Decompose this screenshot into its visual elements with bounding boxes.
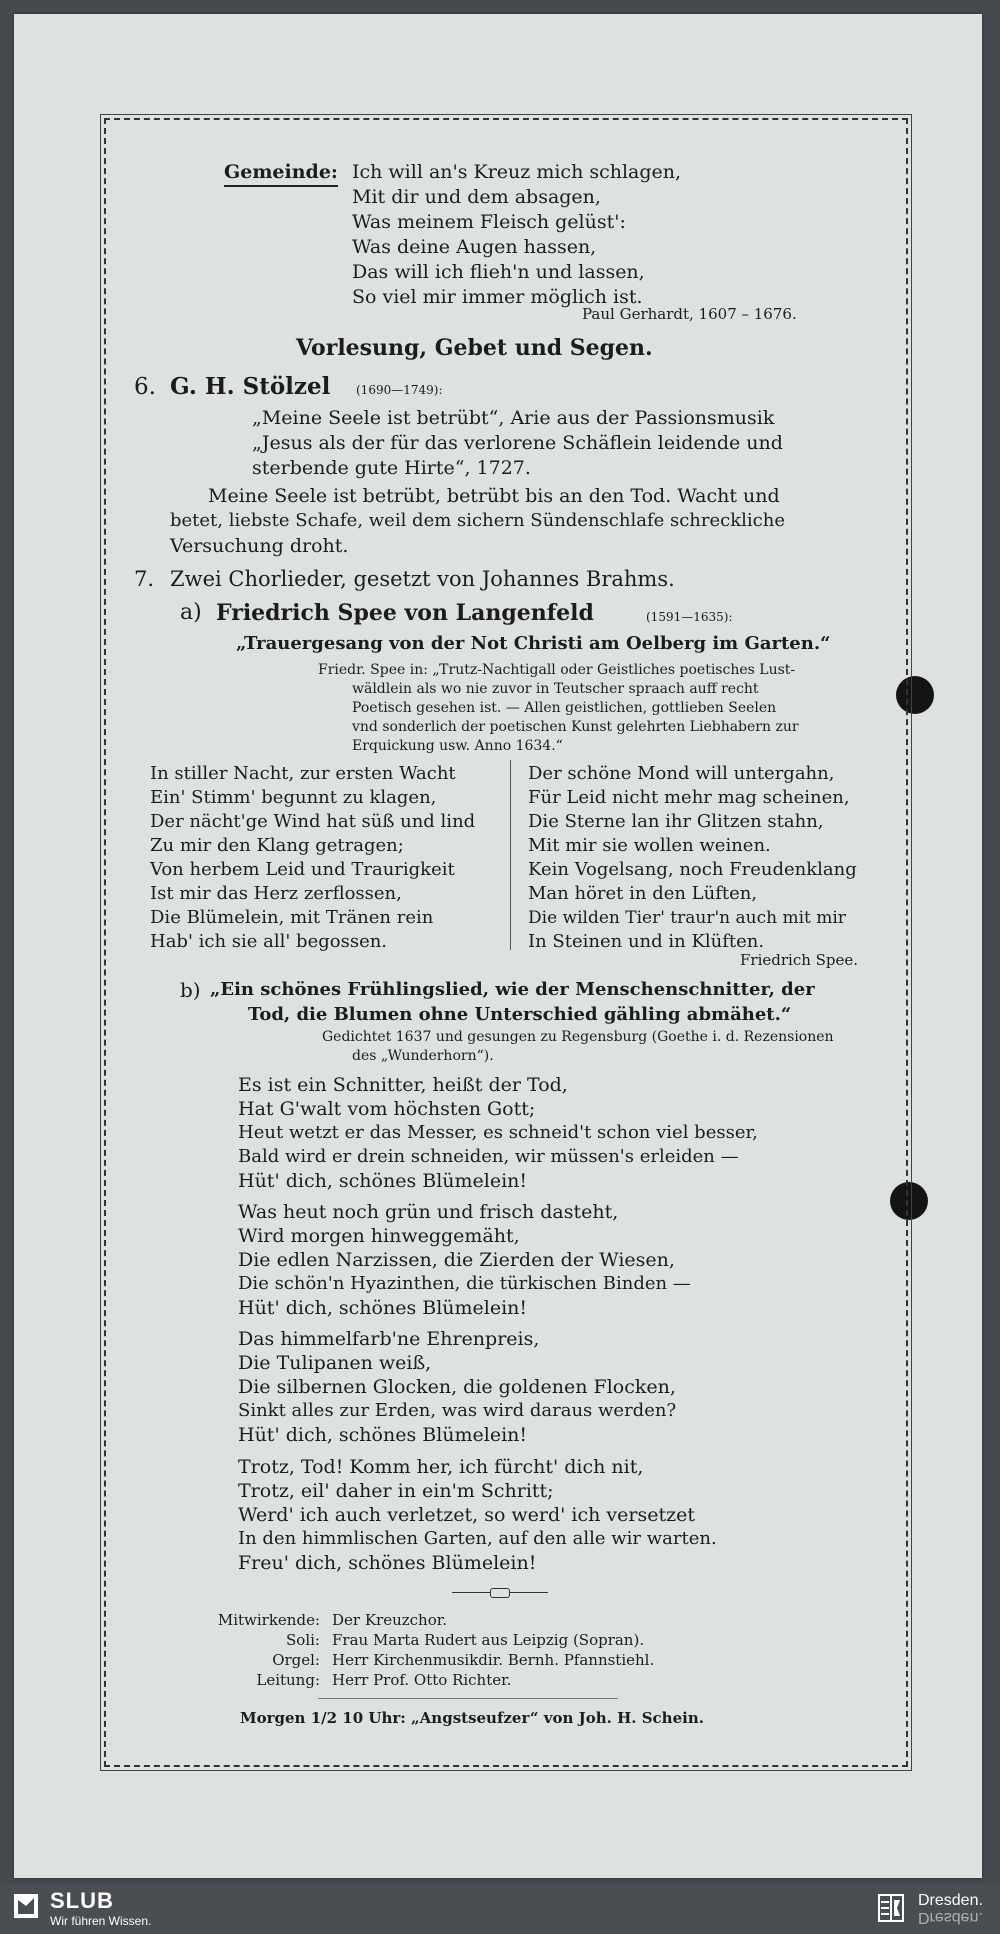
stanza-line: Was heut noch grün und frisch dasteht, [238,1201,619,1223]
item7a-source-line: Poetisch gesehen ist. — Allen geistlichen, gottlieben Seelen [352,700,777,716]
city-name-mirror: Dresden. [918,1909,983,1926]
item6-text-line: betet, liebste Schafe, weil dem sichern Sündenschlafe schreckliche [170,510,785,531]
item6-dates: (1690—1749): [356,383,443,397]
hymn-line: Mit dir und dem absagen, [352,186,601,208]
library-tagline: Wir führen Wissen. [50,1914,152,1928]
hymn-line: So viel mir immer möglich ist. [352,286,643,308]
footer-bar [0,1884,1000,1934]
stanza-line: Es ist ein Schnitter, heißt der Tod, [238,1074,568,1096]
tomorrow-title: „Angstseufzer“ [411,1709,539,1727]
poem-a-left-line: In stiller Nacht, zur ersten Wacht [150,763,456,784]
item7b-title-line: „Ein schönes Frühlingslied, wie der Menschenschnitter, der [210,979,815,1000]
item6-text-line: Versuchung droht. [170,535,349,557]
poem-a-right-line: Die wilden Tier' traur'n auch mit mir [528,908,846,928]
dresden-crest-icon [878,1894,904,1922]
library-name[interactable]: SLUB [50,1888,114,1913]
item6-number: 6. [134,374,156,400]
credit-role: Orgel: [272,1651,320,1669]
stanza-line: In den himmlischen Garten, auf den alle wir warten. [238,1528,717,1549]
poem-a-right-line: Man höret in den Lüften, [528,883,758,904]
item7-heading: Zwei Chorlieder, gesetzt von Johannes Brahms. [170,567,675,591]
tomorrow-prefix: Morgen [240,1709,306,1727]
item6-title-line: sterbende gute Hirte“, 1727. [252,457,531,479]
poem-a-left-line: Die Blümelein, mit Tränen rein [150,907,434,928]
city-name: Dresden. [918,1892,983,1909]
item7b-source-line: des „Wunderhorn“). [352,1048,494,1064]
stanza-line: Bald wird er drein schneiden, wir müssen's erleiden — [238,1146,739,1167]
stanza-line: Heut wetzt er das Messer, es schneid't schon viel besser, [238,1122,758,1143]
item7a-dates: (1591—1635): [646,610,733,624]
poem-a-right-line: In Steinen und in Klüften. [528,931,765,952]
credit-value: Frau Marta Rudert aus Leipzig (Sopran). [332,1631,645,1649]
credit-value: Herr Kirchenmusikdir. Bernh. Pfannstiehl. [332,1651,655,1669]
poem-a-right-line: Für Leid nicht mehr mag scheinen, [528,787,850,808]
stanza-line: Die edlen Narzissen, die Zierden der Wiesen, [238,1249,675,1271]
stanza-line: Hat G'walt vom höchsten Gott; [238,1098,536,1120]
poem-a-right-line: Kein Vogelsang, noch Freudenklang [528,859,857,880]
credits-separator [318,1698,618,1699]
hymn-line: Was deine Augen hassen, [352,236,597,258]
stanza-line: Die silbernen Glocken, die goldenen Flocken, [238,1376,676,1398]
poem-a-left-line: Hab' ich sie all' begossen. [150,931,388,952]
stanza-line: Wird morgen hinweggemäht, [238,1225,520,1247]
item7a-source-line: Friedr. Spee in: „Trutz-Nachtigall oder Geistliches poetisches Lust- [318,662,796,678]
credit-value: Herr Prof. Otto Richter. [332,1671,512,1689]
stanza-line: Hüt' dich, schönes Blümelein! [238,1297,528,1319]
stanza-line: Trotz, Tod! Komm her, ich fürcht' dich nit, [238,1456,644,1478]
hymn-author: Paul Gerhardt, 1607 – 1676. [582,305,797,323]
poem-column-divider [510,760,511,950]
poem-a-signature: Friedrich Spee. [740,951,859,969]
tomorrow-time: 1/2 10 Uhr: [310,1709,406,1727]
item7b-title-line: Tod, die Blumen ohne Unterschied gähling abmähet.“ [248,1004,792,1025]
slub-logo-icon [12,1892,40,1920]
tomorrow-suffix: von Joh. H. Schein. [543,1709,704,1727]
poem-a-left-line: Ein' Stimm' begunnt zu klagen, [150,787,437,808]
item7a-source-line: vnd sonderlich der poetischen Kunst gelehrten Liebhabern zur [352,719,799,735]
item7a-title: „Trauergesang von der Not Christi am Oelberg im Garten.“ [236,633,831,654]
poem-a-left-line: Zu mir den Klang getragen; [150,835,404,856]
item7a-source-line: Erquickung usw. Anno 1634.“ [352,738,563,754]
stanza-line: Sinkt alles zur Erden, was wird daraus werden? [238,1400,677,1421]
item6-text-line: Meine Seele ist betrübt, betrübt bis an den Tod. Wacht und [208,485,780,507]
poem-a-right-line: Mit mir sie wollen weinen. [528,835,771,856]
item7a-poet: Friedrich Spee von Langenfeld [216,600,594,626]
stanza-line: Trotz, eil' daher in ein'm Schritt; [238,1480,554,1502]
tomorrow-notice [240,1708,704,1728]
hymn-line: Das will ich flieh'n und lassen, [352,261,645,283]
poem-a-left-line: Ist mir das Herz zerflossen, [150,883,402,904]
ornament-divider [452,1588,548,1598]
item7-number: 7. [134,567,155,591]
stanza-line: Die Tulipanen weiß, [238,1352,432,1374]
item7a-label: a) [180,600,202,625]
poem-a-left-line: Von herbem Leid und Traurigkeit [150,859,455,880]
stanza-line: Hüt' dich, schönes Blümelein! [238,1170,528,1192]
section-heading-vorlesung: Vorlesung, Gebet und Segen. [296,335,653,361]
stanza-line: Freu' dich, schönes Blümelein! [238,1552,537,1574]
stanza-line: Hüt' dich, schönes Blümelein! [238,1424,528,1446]
item7b-label: b) [180,978,201,1002]
credit-role: Soli: [286,1631,320,1649]
credit-role: Leitung: [256,1671,320,1689]
poem-a-right-line: Die Sterne lan ihr Glitzen stahn, [528,811,824,832]
item7a-source-line: wäldlein als wo nie zuvor in Teutscher spraach auff recht [352,681,759,697]
hymn-line: Was meinem Fleisch gelüst': [352,211,626,233]
credit-value: Der Kreuzchor. [332,1611,448,1629]
stanza-line: Die schön'n Hyazinthen, die türkischen Binden — [238,1273,691,1294]
hymn-line: Ich will an's Kreuz mich schlagen, [352,161,682,183]
hymn-label: Gemeinde: [224,160,338,187]
stanza-line: Werd' ich auch verletzet, so werd' ich versetzet [238,1504,696,1526]
item7b-source-line: Gedichtet 1637 und gesungen zu Regensburg (Goethe i. d. Rezensionen [322,1029,834,1045]
item6-title-line: „Meine Seele ist betrübt“, Arie aus der Passionsmusik [252,407,775,429]
credit-role: Mitwirkende: [217,1611,320,1629]
poem-a-left-line: Der nächt'ge Wind hat süß und lind [150,811,476,832]
poem-a-right-line: Der schöne Mond will untergahn, [528,763,835,784]
item6-title-line: „Jesus als der für das verlorene Schäflein leidende und [252,432,783,454]
stanza-line: Das himmelfarb'ne Ehrenpreis, [238,1328,540,1350]
item6-composer: G. H. Stölzel [170,373,331,400]
city-wordmark[interactable] [918,1893,983,1925]
